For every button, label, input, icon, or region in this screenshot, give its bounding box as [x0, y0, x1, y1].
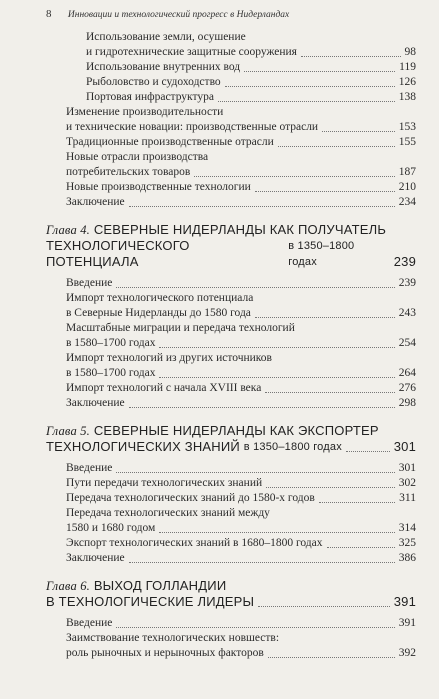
toc-entry: [46, 366, 416, 381]
toc-entry: [46, 291, 416, 306]
chapter-heading: [46, 423, 416, 455]
dot-leader: [322, 130, 395, 132]
dot-leader: [255, 190, 395, 192]
dot-leader: [218, 100, 395, 102]
toc-page-number: 264: [398, 367, 416, 379]
dot-leader: [327, 546, 395, 548]
toc-entry: [46, 75, 416, 90]
toc-entry: [46, 60, 416, 75]
toc-page-number: 239: [398, 277, 416, 289]
toc-entry: [46, 396, 416, 411]
toc-entry-title: в 1580–1700 годах: [66, 367, 156, 379]
chapter-title-line: [46, 423, 416, 439]
chapter-heading: [46, 578, 416, 610]
toc-entry-title: в 1580–1700 годах: [66, 337, 156, 349]
toc-entry-title: Импорт технологий с начала XVIII века: [66, 382, 262, 394]
dot-leader: [129, 406, 395, 408]
dot-leader: [319, 501, 395, 503]
running-header: [46, 8, 429, 20]
toc-entry-title: роль рыночных и нерыночных факторов: [66, 647, 264, 659]
toc-entry-title: Пути передачи технологических знаний: [66, 477, 263, 489]
toc-page-number: 301: [398, 462, 416, 474]
toc-entry-title: Использование внутренних вод: [86, 61, 241, 73]
toc-entry: [46, 521, 416, 536]
toc-entry: [46, 45, 416, 60]
dot-leader: [265, 391, 394, 393]
toc-entry-title: Рыболовство и судоходство: [86, 76, 221, 88]
chapter-label: Глава 6.: [46, 579, 90, 593]
toc-entry-title: Импорт технологического потенциала: [66, 292, 254, 304]
chapter-title-line: [46, 222, 416, 238]
toc-entry-title: Передача технологических знаний между: [66, 507, 270, 519]
toc-entry: [46, 306, 416, 321]
toc-entry: [46, 105, 416, 120]
toc-entry-title: Использование земли, осушение: [86, 31, 246, 43]
toc-page-number: 210: [398, 181, 416, 193]
toc-page-number: 311: [399, 492, 416, 504]
toc-page-number: 119: [399, 61, 416, 73]
toc-page-number: 254: [398, 337, 416, 349]
toc-entry: [46, 165, 416, 180]
toc-entry: [46, 491, 416, 506]
toc-entry: [46, 336, 416, 351]
toc-entry: [46, 461, 416, 476]
toc-entry: [46, 476, 416, 491]
toc-entry-title: Новые производственные технологии: [66, 181, 251, 193]
toc-entry-title: потребительских товаров: [66, 166, 191, 178]
dot-leader: [116, 471, 394, 473]
dot-leader: [268, 656, 395, 658]
toc-page-number: 138: [398, 91, 416, 103]
chapter-title-line: [46, 439, 416, 455]
toc-page-number: 386: [398, 552, 416, 564]
toc-page-number: 391: [393, 594, 416, 609]
toc-entry: [46, 616, 416, 631]
dot-leader: [116, 286, 394, 288]
toc-entry-title: Заключение: [66, 397, 125, 409]
toc-entry-title: Введение: [66, 462, 113, 474]
toc-page-number: 126: [398, 76, 416, 88]
dot-leader: [255, 316, 395, 318]
chapter-years: в 1350–1800 годах: [288, 240, 355, 268]
toc-entry: [46, 195, 416, 210]
dot-leader: [244, 70, 395, 72]
toc-entry: [46, 506, 416, 521]
chapter-label: Глава 5.: [46, 424, 90, 438]
toc-entry: [46, 536, 416, 551]
toc-entry-title: Заключение: [66, 196, 125, 208]
chapter-title: ВЫХОД ГОЛЛАНДИИ: [93, 578, 227, 593]
toc-page-number: 325: [398, 537, 416, 549]
toc-entry: [46, 351, 416, 366]
toc-entry: [46, 646, 416, 661]
dot-leader: [301, 55, 401, 57]
chapter-title-line: [46, 238, 416, 270]
toc-entry-title: Масштабные миграции и передача технологий: [66, 322, 295, 334]
chapter-years: в 1350–1800 годах: [243, 441, 342, 453]
toc-entry-title: Введение: [66, 277, 113, 289]
toc-entry-title: Новые отрасли производства: [66, 151, 209, 163]
toc-page-number: 243: [398, 307, 416, 319]
dot-leader: [129, 561, 395, 563]
toc-entry-title: и технические новации: производственные отрасли: [66, 121, 319, 133]
toc-entry-title: 1580 и 1680 годом: [66, 522, 156, 534]
toc-entry-title: Заимствование технологических новшеств:: [66, 632, 280, 644]
chapter-heading: [46, 222, 416, 270]
toc-page-number: 98: [404, 46, 416, 58]
toc-entry-title: Экспорт технологических знаний в 1680–1800 годах: [66, 537, 323, 549]
toc-entry-title: в Северные Нидерланды до 1580 года: [66, 307, 251, 319]
toc-entry-title: Передача технологических знаний до 1580-х годов: [66, 492, 315, 504]
toc-entry-title: Изменение производительности: [66, 106, 224, 118]
toc-entry-title: Введение: [66, 617, 113, 629]
dot-leader: [194, 175, 394, 177]
dot-leader: [225, 85, 395, 87]
chapter-title: СЕВЕРНЫЕ НИДЕРЛАНДЫ КАК ЭКСПОРТЕР: [93, 423, 379, 438]
toc-page-number: 155: [398, 136, 416, 148]
toc-entry-title: и гидротехнические защитные сооружения: [86, 46, 297, 58]
toc-entry: [46, 90, 416, 105]
dot-leader: [159, 376, 394, 378]
chapter-title-line: [46, 594, 416, 610]
dot-leader: [258, 605, 390, 607]
toc-page-number: 391: [398, 617, 416, 629]
toc-page-number: 298: [398, 397, 416, 409]
running-title: Инновации и технологический прогресс в Нидерландах: [67, 10, 290, 20]
toc-entry: [46, 551, 416, 566]
chapter-title: ТЕХНОЛОГИЧЕСКОГО ПОТЕНЦИАЛА: [46, 238, 190, 269]
chapter-label: Глава 4.: [46, 223, 90, 237]
chapter-title-line: [46, 578, 416, 594]
toc-page-number: 276: [398, 382, 416, 394]
toc-page-number: 302: [398, 477, 416, 489]
toc-page-number: 187: [398, 166, 416, 178]
toc-entry: [46, 180, 416, 195]
page-number: 8: [46, 8, 52, 20]
toc-page-number: 392: [398, 647, 416, 659]
chapter-title: ТЕХНОЛОГИЧЕСКИХ ЗНАНИЙ: [46, 439, 240, 454]
toc-entry: [46, 321, 416, 336]
toc-entry-title: Импорт технологий из других источников: [66, 352, 272, 364]
toc-entry: [46, 276, 416, 291]
toc-entry: [46, 150, 416, 165]
toc-entry: [46, 135, 416, 150]
toc-page-number: 153: [398, 121, 416, 133]
dot-leader: [116, 626, 394, 628]
toc-page-number: 239: [393, 254, 416, 269]
dot-leader: [129, 205, 395, 207]
dot-leader: [159, 531, 394, 533]
toc-page-number: 314: [398, 522, 416, 534]
toc-entry-title: Заключение: [66, 552, 125, 564]
dot-leader: [159, 346, 394, 348]
toc-entry: [46, 381, 416, 396]
toc-entry-title: Традиционные производственные отрасли: [66, 136, 274, 148]
chapter-title: СЕВЕРНЫЕ НИДЕРЛАНДЫ КАК ПОЛУЧАТЕЛЬ: [93, 222, 387, 237]
dot-leader: [266, 486, 395, 488]
toc-entry: [46, 631, 416, 646]
toc-entry: [46, 120, 416, 135]
toc-entry-title: Портовая инфраструктура: [86, 91, 214, 103]
table-of-contents: [46, 30, 416, 661]
toc-page-number: 234: [398, 196, 416, 208]
toc-entry: [46, 30, 416, 45]
dot-leader: [346, 450, 390, 452]
toc-page-number: 301: [393, 439, 416, 454]
chapter-title: В ТЕХНОЛОГИЧЕСКИЕ ЛИДЕРЫ: [46, 594, 255, 609]
dot-leader: [278, 145, 395, 147]
